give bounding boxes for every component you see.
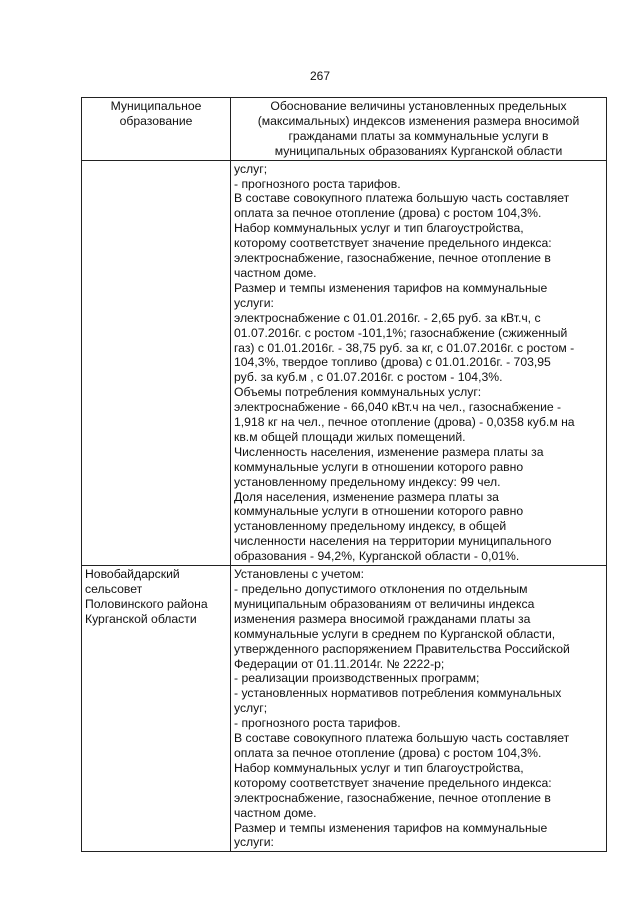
justification-line: муниципальным образованиям от величины индекса [234, 596, 535, 611]
header-justification [231, 98, 607, 161]
justification-line: газ) с 01.01.2016г. - 38,75 руб. за кг, с 01.07.2016г. с ростом - [234, 340, 575, 355]
justification-line: - реализации производственных программ; [234, 671, 480, 686]
justification-cell [231, 160, 607, 565]
justification-line: численности населения на территории муниципального [234, 534, 552, 549]
justification-line: утвержденного распоряжением Правительства Российской [234, 641, 570, 656]
municipality-cell [82, 160, 231, 565]
justification-line: образования - 94,2%, Курганской области - 0,01%. [234, 549, 520, 564]
tariff-justification-table [81, 97, 607, 852]
justification-line: электроснабжение - 66,040 кВт.ч на чел., газоснабжение - [234, 400, 562, 415]
justification-line: 1,918 кг на чел., печное отопление (дрова) - 0,0358 куб.м на [234, 415, 575, 430]
justification-line: Размер и темпы изменения тарифов на коммунальные [234, 280, 548, 295]
municipality-cell [82, 566, 231, 852]
justification-line: установленному предельному индексу, в общей [234, 519, 507, 534]
justification-line: которому соответствует значение предельного индекса: [234, 775, 552, 790]
justification-line: Установлены с учетом: [234, 567, 364, 582]
table-row [82, 160, 607, 565]
justification-line: оплата за печное отопление (дрова) с ростом 104,3%. [234, 206, 542, 221]
justification-line: частном доме. [234, 265, 317, 280]
justification-line: - прогнозного роста тарифов. [234, 176, 401, 191]
justification-line: изменения размера вносимой гражданами платы за [234, 611, 531, 626]
justification-cell [231, 566, 607, 852]
justification-line: руб. за куб.м , с 01.07.2016г. с ростом - 104,3%. [234, 370, 503, 385]
justification-line: Численность населения, изменение размера платы за [234, 444, 544, 459]
justification-line: В составе совокупного платежа большую часть составляет [234, 731, 570, 746]
table-header-row [82, 98, 607, 161]
municipality-line: Курганской области [85, 611, 197, 626]
municipality-line: сельсовет [85, 582, 143, 596]
header-justification-line: муниципальных образованиях Курганской области [274, 143, 563, 158]
justification-line: услуги: [234, 835, 274, 850]
justification-line: установленному предельному индексу: 99 чел. [234, 474, 501, 489]
justification-line: электроснабжение с 01.01.2016г. - 2,65 руб. за кВт.ч, с [234, 310, 541, 325]
header-justification-line: гражданами платы за коммунальные услуги в [288, 128, 549, 143]
justification-line: электроснабжение, газоснабжение, печное отопление в [234, 790, 551, 805]
header-municipality-line: Муниципальное [110, 99, 202, 113]
justification-line: В составе совокупного платежа большую часть составляет [234, 191, 570, 206]
justification-line: Размер и темпы изменения тарифов на коммунальные [234, 820, 548, 835]
justification-line: 01.07.2016г. с ростом -101,1%; газоснабжение (сжиженный [234, 325, 568, 340]
table-row [82, 566, 607, 852]
justification-line: частном доме. [234, 805, 317, 820]
municipality-line: Половинского района [85, 596, 208, 611]
header-municipality [82, 98, 231, 161]
justification-line: услуг; [234, 701, 268, 716]
justification-line: Федерации от 01.11.2014г. № 2222-р; [234, 656, 445, 671]
justification-line: услуг; [234, 161, 268, 176]
justification-line: Набор коммунальных услуг и тип благоустройства, [234, 221, 524, 236]
justification-line: Доля населения, изменение размера платы за [234, 489, 499, 504]
justification-line: - предельно допустимого отклонения по отдельным [234, 582, 528, 596]
justification-line: - прогнозного роста тарифов. [234, 716, 401, 731]
header-justification-line: (максимальных) индексов изменения размера вносимой [257, 113, 580, 128]
justification-line: коммунальные услуги в среднем по Курганской области, [234, 626, 556, 641]
justification-line: коммунальные услуги в отношении которого равно [234, 459, 524, 474]
justification-line: оплата за печное отопление (дрова) с ростом 104,3%. [234, 745, 542, 760]
justification-line: кв.м общей площади жилых помещений. [234, 429, 466, 444]
justification-line: Набор коммунальных услуг и тип благоустройства, [234, 760, 524, 775]
municipality-line: Новобайдарский [85, 567, 180, 582]
justification-line: 104,3%, твердое топливо (дрова) с 01.01.2016г. - 703,95 [234, 355, 551, 370]
justification-line: коммунальные услуги в отношении которого равно [234, 504, 524, 519]
justification-line: которому соответствует значение предельного индекса: [234, 236, 552, 251]
header-municipality-line: образование [119, 113, 193, 128]
justification-line: Объемы потребления коммунальных услуг: [234, 385, 482, 400]
page-number: 267 [309, 69, 331, 83]
justification-line: электроснабжение, газоснабжение, печное отопление в [234, 251, 551, 266]
header-justification-line: Обоснование величины установленных предельных [270, 99, 567, 113]
justification-line: услуги: [234, 295, 274, 310]
justification-line: - установленных нормативов потребления коммунальных [234, 686, 562, 701]
